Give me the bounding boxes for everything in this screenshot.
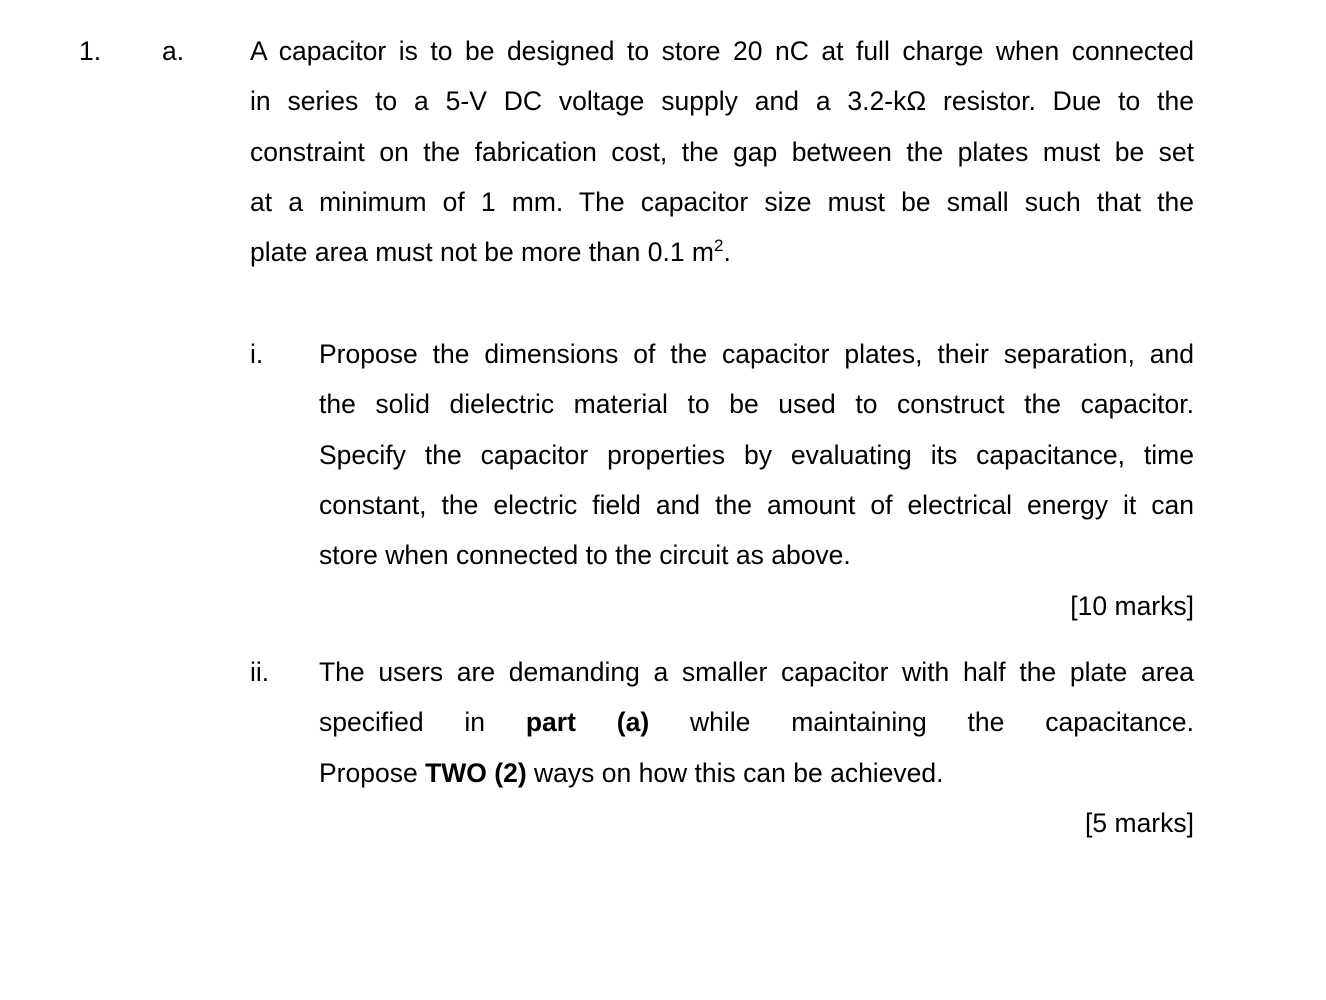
- subquestion-i-line: Specify the capacitor properties by evaluating its capacitance, time: [319, 439, 1194, 470]
- subquestion-i-line: the solid dielectric material to be used to construct the capacitor.: [319, 389, 1194, 420]
- subquestion-ii-line: [319, 748, 1194, 798]
- part-label: a.: [162, 36, 185, 66]
- stem-last-punct: .: [723, 237, 731, 268]
- subquestion-i-label: i.: [250, 339, 264, 369]
- subquestion-ii-label: ii.: [250, 657, 270, 687]
- subquestion-ii-text: [319, 647, 1194, 798]
- superscript-exponent: 2: [714, 236, 724, 256]
- subquestion-ii-text-run: specified in: [319, 707, 526, 738]
- subquestion-i-marks: [10 marks]: [1070, 591, 1194, 621]
- subquestion-i-text: [319, 329, 1194, 580]
- subquestion-ii-line: The users are demanding a smaller capacitor with half the plate area: [319, 657, 1194, 687]
- stem-last-text: plate area must not be more than 0.1 m: [250, 237, 715, 268]
- subquestion-i-line: constant, the electric field and the amount of electrical energy it can: [319, 489, 1194, 520]
- stem-line: at a minimum of 1 mm. The capacitor size must be small such that the: [250, 186, 1194, 217]
- subquestion-ii-text-run: while maintaining the capacitance.: [649, 707, 1194, 738]
- stem-line: constraint on the fabrication cost, the gap between the plates must be set: [250, 136, 1194, 167]
- stem-line: A capacitor is to be designed to store 20 nC at full charge when connected: [250, 36, 1194, 66]
- emphasis-count: TWO (2): [425, 757, 527, 788]
- subquestion-ii-text-run: ways on how this can be achieved.: [526, 757, 944, 788]
- subquestion-i-line: store when connected to the circuit as above.: [319, 540, 851, 571]
- subquestion-ii-line: [319, 697, 1194, 747]
- subquestion-i-line: Propose the dimensions of the capacitor plates, their separation, and: [319, 339, 1194, 369]
- question-number: 1.: [79, 36, 102, 66]
- subquestion-ii-marks: [5 marks]: [1085, 808, 1194, 838]
- subquestion-ii-text-run: Propose: [319, 757, 426, 788]
- stem-line: [250, 227, 1194, 277]
- stem-line: in series to a 5-V DC voltage supply and a 3.2-kΩ resistor. Due to the: [250, 86, 1194, 117]
- part-reference: part (a): [525, 707, 650, 738]
- question-stem: [250, 26, 1194, 277]
